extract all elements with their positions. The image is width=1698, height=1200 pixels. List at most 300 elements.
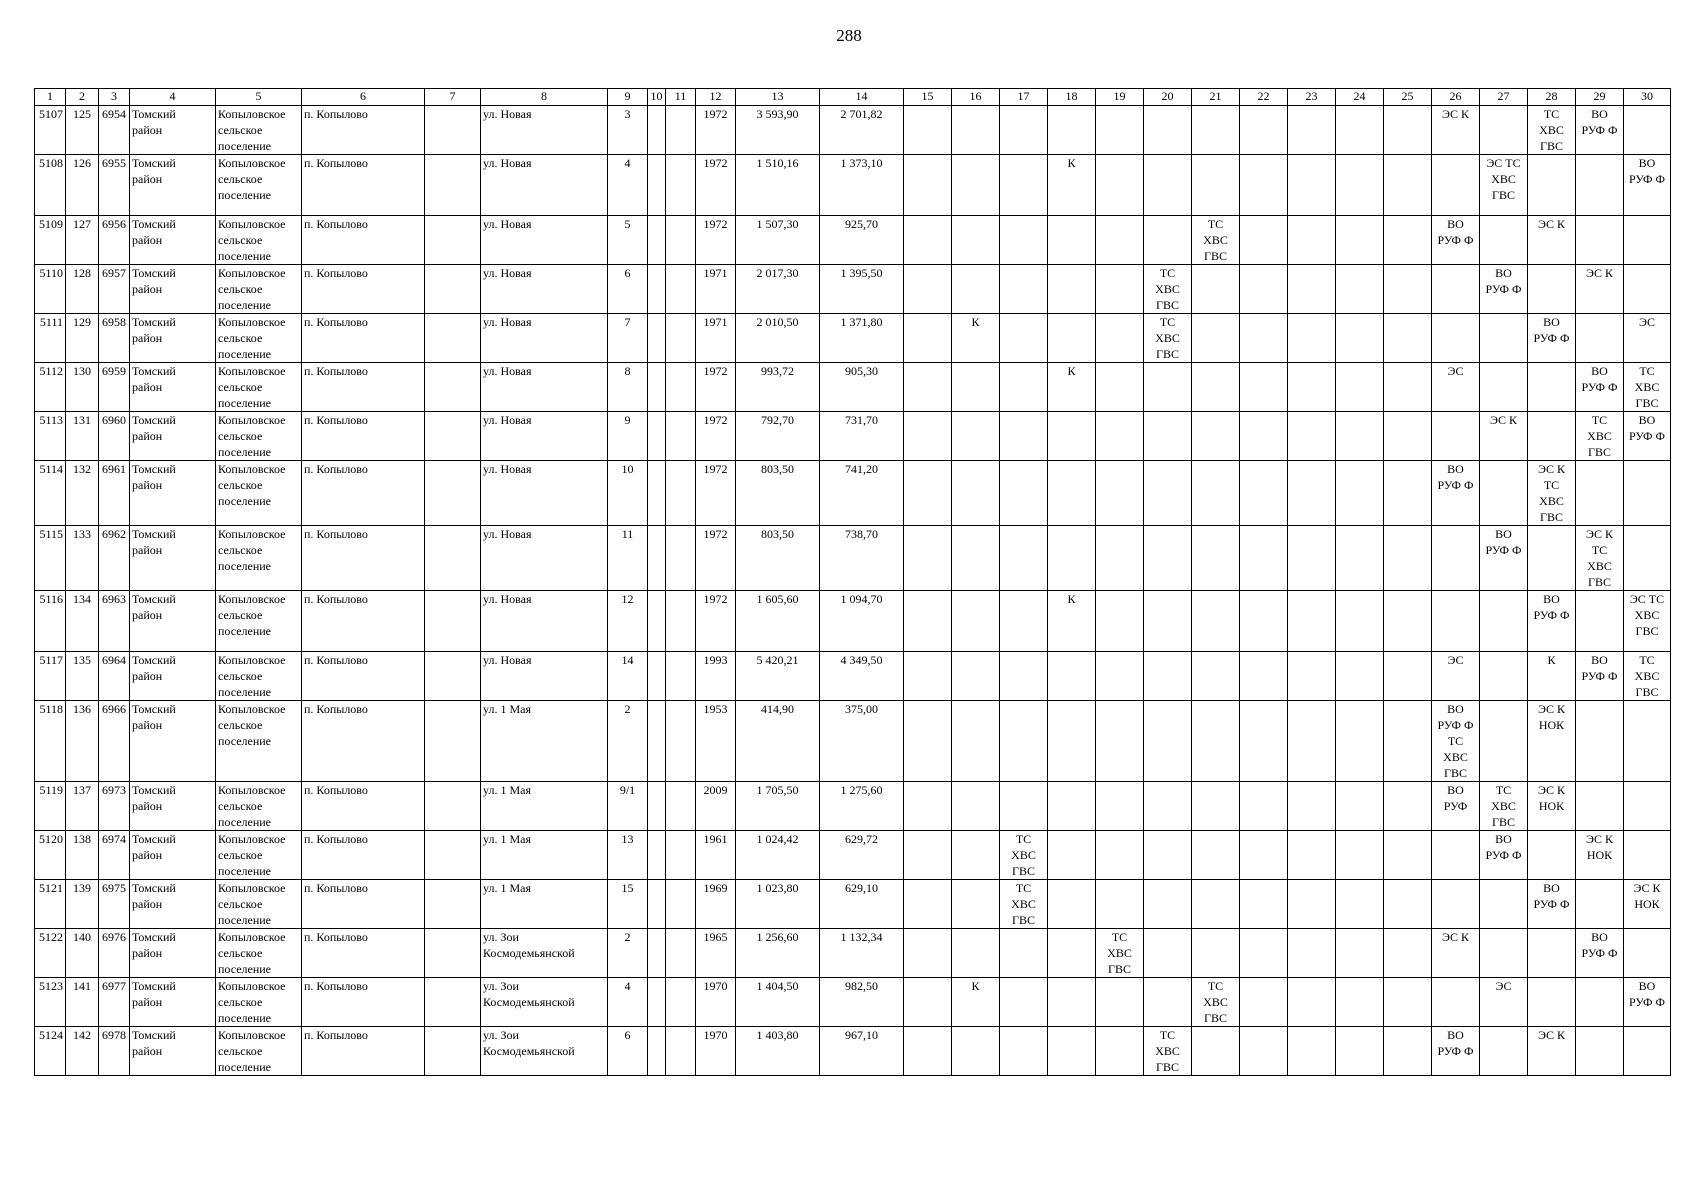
table-cell [1576,978,1624,1027]
table-cell: 132 [66,461,99,526]
table-cell: 1 507,30 [736,216,820,265]
table-cell: ул. Новая [481,155,608,216]
table-cell [1000,314,1048,363]
table-cell: ул. Новая [481,461,608,526]
table-cell: Томский район [130,652,216,701]
table-cell [1048,652,1096,701]
table-cell [425,652,481,701]
table-cell [1336,106,1384,155]
column-header: 22 [1240,89,1288,106]
registry-body [35,89,1671,1076]
table-cell [1096,412,1144,461]
table-cell [425,591,481,652]
table-cell [1288,880,1336,929]
table-cell [1624,461,1671,526]
table-cell: 1972 [696,591,736,652]
table-cell: 993,72 [736,363,820,412]
column-header: 21 [1192,89,1240,106]
table-cell [904,363,952,412]
registry-table [34,88,1671,1076]
table-cell [952,880,1000,929]
table-row [35,265,1671,314]
table-cell [1048,782,1096,831]
table-cell [904,782,952,831]
table-row [35,978,1671,1027]
table-cell: 741,20 [820,461,904,526]
table-cell [1528,155,1576,216]
table-cell: 2 [608,701,648,782]
table-cell: ул. Новая [481,412,608,461]
table-cell [666,831,696,880]
table-cell: п. Копылово [302,701,425,782]
table-cell: ЭС К [1480,412,1528,461]
table-cell: 126 [66,155,99,216]
table-cell [425,880,481,929]
table-cell [952,412,1000,461]
table-cell: 1972 [696,461,736,526]
table-cell [1576,314,1624,363]
table-cell [1384,155,1432,216]
column-header: 15 [904,89,952,106]
table-cell: ВО РУФ Ф [1480,526,1528,591]
table-cell [666,880,696,929]
table-cell: п. Копылово [302,1027,425,1076]
table-cell [1000,412,1048,461]
table-cell [1048,701,1096,782]
table-cell [952,106,1000,155]
table-cell [425,363,481,412]
table-cell [1144,929,1192,978]
table-cell: п. Копылово [302,363,425,412]
table-cell: 131 [66,412,99,461]
table-cell [1144,701,1192,782]
table-cell: 1 403,80 [736,1027,820,1076]
table-cell [904,106,952,155]
table-cell [648,1027,666,1076]
table-cell [1480,363,1528,412]
table-row [35,216,1671,265]
table-cell: Копыловское сельское поселение [216,216,302,265]
table-cell: ТС ХВС ГВС [1000,831,1048,880]
table-cell [1336,265,1384,314]
table-cell [1144,412,1192,461]
table-cell [904,526,952,591]
table-cell [666,978,696,1027]
table-cell [1192,929,1240,978]
table-cell: 5124 [35,1027,66,1076]
table-cell [1096,782,1144,831]
table-cell [1096,155,1144,216]
table-cell [666,106,696,155]
table-cell [1288,526,1336,591]
table-cell: 140 [66,929,99,978]
table-cell [1240,216,1288,265]
table-cell: Томский район [130,1027,216,1076]
table-cell: Томский район [130,155,216,216]
table-cell: ул. Зои Космодемьянской [481,978,608,1027]
table-cell: 6959 [99,363,130,412]
table-cell [1384,526,1432,591]
table-cell: ТС ХВС ГВС [1144,1027,1192,1076]
table-cell [1192,831,1240,880]
table-cell [1576,1027,1624,1076]
table-cell [1528,929,1576,978]
table-cell: 5113 [35,412,66,461]
table-cell: ЭС ТС ХВС ГВС [1480,155,1528,216]
table-cell: 14 [608,652,648,701]
table-cell [666,363,696,412]
table-cell [425,978,481,1027]
table-cell: п. Копылово [302,591,425,652]
table-cell: п. Копылово [302,216,425,265]
table-cell: п. Копылово [302,461,425,526]
table-cell: ЭС К НОК [1528,701,1576,782]
table-cell [1384,363,1432,412]
table-row [35,591,1671,652]
table-cell [1624,1027,1671,1076]
table-row [35,314,1671,363]
table-cell: 5112 [35,363,66,412]
table-cell [952,929,1000,978]
table-cell [1192,106,1240,155]
table-cell [1096,216,1144,265]
table-cell: 1 371,80 [820,314,904,363]
table-row [35,526,1671,591]
table-cell [666,314,696,363]
table-cell: ВО РУФ Ф [1528,591,1576,652]
column-header: 28 [1528,89,1576,106]
table-cell [1528,412,1576,461]
table-cell: 4 [608,978,648,1027]
table-cell [1192,363,1240,412]
table-cell: 1972 [696,155,736,216]
table-cell: 1 395,50 [820,265,904,314]
table-cell [904,461,952,526]
table-cell: Копыловское сельское поселение [216,831,302,880]
table-cell: ТС ХВС ГВС [1624,652,1671,701]
table-cell: ТС ХВС ГВС [1000,880,1048,929]
table-cell [1048,314,1096,363]
table-cell [952,701,1000,782]
table-cell: 137 [66,782,99,831]
table-cell: 6966 [99,701,130,782]
table-cell [666,526,696,591]
table-cell: ВО РУФ Ф [1624,412,1671,461]
table-cell [1000,106,1048,155]
table-cell: ТС ХВС ГВС [1576,412,1624,461]
table-cell: ТС ХВС ГВС [1192,216,1240,265]
table-cell: ЭС К [1432,929,1480,978]
table-cell [952,265,1000,314]
table-cell [1048,1027,1096,1076]
table-cell: Копыловское сельское поселение [216,363,302,412]
table-cell [1336,216,1384,265]
table-cell: 731,70 [820,412,904,461]
table-cell: 792,70 [736,412,820,461]
table-cell [904,265,952,314]
table-cell [425,831,481,880]
table-cell: ВО РУФ Ф [1528,314,1576,363]
table-cell [1288,978,1336,1027]
column-header: 17 [1000,89,1048,106]
table-row [35,1027,1671,1076]
table-cell [1144,155,1192,216]
table-cell [648,880,666,929]
table-cell [666,701,696,782]
table-cell [904,216,952,265]
table-cell: 1 510,16 [736,155,820,216]
table-cell: 1993 [696,652,736,701]
table-cell [1096,265,1144,314]
table-cell [1144,461,1192,526]
table-cell [1384,782,1432,831]
table-cell [1000,155,1048,216]
table-cell: 1 024,42 [736,831,820,880]
table-cell [1624,929,1671,978]
table-cell [648,701,666,782]
table-cell: К [1048,155,1096,216]
table-cell [904,412,952,461]
table-cell [425,929,481,978]
table-cell [1336,701,1384,782]
table-cell: 5115 [35,526,66,591]
table-cell [648,831,666,880]
table-cell [1480,701,1528,782]
table-row [35,929,1671,978]
table-cell [1336,978,1384,1027]
table-cell [1336,155,1384,216]
table-row [35,412,1671,461]
table-cell [1624,216,1671,265]
table-cell [666,461,696,526]
table-cell [1576,591,1624,652]
table-cell: 1 256,60 [736,929,820,978]
table-cell [425,216,481,265]
table-cell: 5116 [35,591,66,652]
table-cell [1192,461,1240,526]
table-cell [904,929,952,978]
table-cell [1000,1027,1048,1076]
table-cell [1096,591,1144,652]
table-cell: Томский район [130,782,216,831]
table-cell: ЭС [1480,978,1528,1027]
table-cell [648,591,666,652]
column-header: 13 [736,89,820,106]
table-cell: 128 [66,265,99,314]
table-cell [1240,526,1288,591]
table-cell [1096,652,1144,701]
table-cell: 6962 [99,526,130,591]
table-cell: 127 [66,216,99,265]
table-row [35,880,1671,929]
table-cell [952,652,1000,701]
table-cell: п. Копылово [302,880,425,929]
table-cell: 134 [66,591,99,652]
table-cell [1288,216,1336,265]
table-cell [1000,265,1048,314]
table-cell: 141 [66,978,99,1027]
table-cell: К [952,978,1000,1027]
table-cell [1000,363,1048,412]
table-cell: ВО РУФ Ф [1432,461,1480,526]
table-cell [1432,265,1480,314]
table-cell [1288,782,1336,831]
table-cell: 1971 [696,314,736,363]
column-header: 1 [35,89,66,106]
table-cell [1096,1027,1144,1076]
table-cell: Томский район [130,929,216,978]
table-cell [1480,880,1528,929]
table-cell [1576,701,1624,782]
table-cell: 138 [66,831,99,880]
table-cell [1144,216,1192,265]
table-cell [1336,782,1384,831]
table-cell: Копыловское сельское поселение [216,929,302,978]
table-cell: Томский район [130,265,216,314]
table-cell: 5107 [35,106,66,155]
table-cell [1432,880,1480,929]
table-cell [1480,314,1528,363]
table-cell [648,412,666,461]
table-cell: ул. Зои Космодемьянской [481,1027,608,1076]
table-cell: 5111 [35,314,66,363]
table-cell [1000,782,1048,831]
table-cell: 6 [608,1027,648,1076]
table-cell [1528,363,1576,412]
table-cell: ТС ХВС ГВС [1624,363,1671,412]
table-cell: п. Копылово [302,782,425,831]
table-cell: Копыловское сельское поселение [216,652,302,701]
table-cell [1432,155,1480,216]
table-cell [425,1027,481,1076]
table-cell [1192,652,1240,701]
table-cell [1240,155,1288,216]
table-cell: ЭС К НОК [1576,831,1624,880]
table-cell: п. Копылово [302,155,425,216]
table-cell [648,363,666,412]
table-cell: 5123 [35,978,66,1027]
table-cell [1240,701,1288,782]
table-cell: 1 132,34 [820,929,904,978]
column-header: 6 [302,89,425,106]
table-cell [648,652,666,701]
table-cell: ЭС [1432,363,1480,412]
table-cell [1288,652,1336,701]
table-cell: ВО РУФ [1432,782,1480,831]
table-cell [1528,831,1576,880]
table-cell [666,1027,696,1076]
table-cell [1000,591,1048,652]
table-cell: 6956 [99,216,130,265]
table-cell: 925,70 [820,216,904,265]
table-cell [1480,461,1528,526]
table-cell: ВО РУФ Ф ТС ХВС ГВС [1432,701,1480,782]
table-cell [1192,412,1240,461]
table-cell [1192,591,1240,652]
table-cell [1096,978,1144,1027]
table-cell: 1 094,70 [820,591,904,652]
table-cell [1096,461,1144,526]
table-cell [1144,363,1192,412]
table-cell [1096,831,1144,880]
table-cell: 5108 [35,155,66,216]
table-cell: 7 [608,314,648,363]
table-cell: 6963 [99,591,130,652]
table-cell: 1961 [696,831,736,880]
column-header: 3 [99,89,130,106]
table-cell [666,216,696,265]
table-cell [666,412,696,461]
table-cell: 1 275,60 [820,782,904,831]
table-cell [1048,461,1096,526]
table-cell [1432,831,1480,880]
table-cell [904,880,952,929]
table-cell: 803,50 [736,526,820,591]
table-cell: 6 [608,265,648,314]
table-cell [1000,652,1048,701]
table-cell: Томский район [130,701,216,782]
table-cell: 6973 [99,782,130,831]
table-cell [1528,265,1576,314]
table-cell: 1 023,80 [736,880,820,929]
table-cell: 6958 [99,314,130,363]
table-cell: 5110 [35,265,66,314]
table-cell: Томский район [130,591,216,652]
table-cell: К [1528,652,1576,701]
table-cell [904,701,952,782]
table-cell [666,652,696,701]
table-cell [1192,701,1240,782]
column-header: 2 [66,89,99,106]
table-cell: Копыловское сельское поселение [216,880,302,929]
table-cell [1144,831,1192,880]
column-header: 4 [130,89,216,106]
table-cell: 125 [66,106,99,155]
table-cell [1192,782,1240,831]
table-cell: 1 705,50 [736,782,820,831]
column-header: 26 [1432,89,1480,106]
page-number: 288 [836,26,862,45]
table-cell [1288,106,1336,155]
table-cell: ул. Новая [481,526,608,591]
table-cell [1096,701,1144,782]
table-cell: 15 [608,880,648,929]
column-header: 7 [425,89,481,106]
table-cell: ул. Новая [481,591,608,652]
table-cell: 6964 [99,652,130,701]
table-cell [952,831,1000,880]
table-cell [904,1027,952,1076]
table-cell: ЭС [1624,314,1671,363]
table-cell: 6954 [99,106,130,155]
table-cell [952,461,1000,526]
table-cell: 3 [608,106,648,155]
table-cell: 129 [66,314,99,363]
table-cell [1336,314,1384,363]
table-cell: ул. Новая [481,363,608,412]
table-cell [1528,526,1576,591]
table-cell [1432,526,1480,591]
table-cell [1384,216,1432,265]
table-cell [1288,155,1336,216]
table-cell: 5119 [35,782,66,831]
table-cell: 6978 [99,1027,130,1076]
table-cell: Томский район [130,978,216,1027]
table-cell: Копыловское сельское поселение [216,106,302,155]
table-cell [1048,216,1096,265]
table-cell: 6960 [99,412,130,461]
table-cell [1432,978,1480,1027]
